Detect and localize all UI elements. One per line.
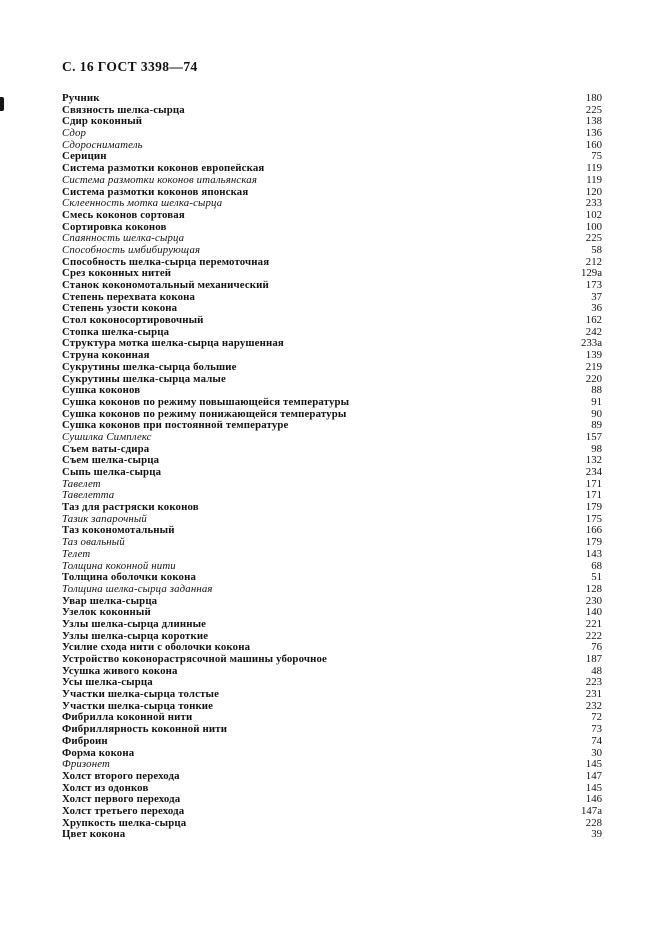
index-term: Фибриллярность коконной нити (62, 723, 228, 736)
index-page-number: 91 (591, 395, 602, 408)
index-entry-row (62, 315, 602, 327)
index-term: Таз для растряски коконов (62, 501, 199, 514)
index-entry-row (62, 479, 602, 491)
index-page-number: 119 (586, 162, 602, 175)
index-term: Фиброин (62, 734, 108, 747)
index-page-number: 73 (591, 723, 602, 736)
index-term: Сукрутины шелка-сырца малые (62, 372, 226, 385)
index-term: Форма кокона (62, 746, 135, 759)
index-term: Телет (62, 547, 91, 560)
index-entry-row (62, 829, 602, 841)
index-term: Толщина шелка-сырца заданная (62, 582, 213, 595)
index-page-number: 90 (591, 407, 602, 420)
index-page-number: 147 (585, 769, 602, 782)
index-page-number: 102 (585, 208, 602, 221)
index-page-number: 222 (585, 629, 602, 642)
index-page-number: 171 (585, 477, 602, 490)
index-term: Толщина оболочки кокона (62, 571, 197, 584)
index-term: Съем шелка-сырца (62, 454, 160, 467)
index-term: Холст третьего перехода (62, 804, 185, 817)
index-page-number: 221 (585, 617, 602, 630)
index-page-number: 171 (585, 489, 602, 502)
index-page-number: 220 (585, 372, 602, 385)
index-page-number: 72 (591, 711, 602, 724)
index-term: Сушка коконов (62, 384, 141, 397)
index-term: Хрупкость шелка-сырца (62, 816, 187, 829)
index-term: Сдор (62, 127, 87, 140)
index-page-number: 100 (585, 220, 602, 233)
index-page-number: 39 (591, 828, 602, 841)
index-entry-row (62, 818, 602, 830)
index-entry-row (62, 771, 602, 783)
index-page-number: 175 (585, 512, 602, 525)
index-term: Узлы шелка-сырца короткие (62, 629, 209, 642)
index-page-number: 128 (585, 582, 602, 595)
index-term: Система размотки коконов итальянская (62, 173, 258, 186)
index-entry-row (62, 748, 602, 760)
index-page-number: 160 (585, 138, 602, 151)
index-page-number: 89 (591, 419, 602, 432)
index-page-number: 230 (585, 594, 602, 607)
index-term: Усушка живого кокона (62, 664, 178, 677)
index-entry-row (62, 362, 602, 374)
index-term: Способность шелка-сырца перемоточная (62, 255, 270, 268)
index-page-number: 145 (585, 758, 602, 771)
index-entry-row (62, 175, 602, 187)
index-page-number: 234 (585, 466, 602, 478)
index-page-number: 231 (585, 688, 602, 701)
index-term: Толщина коконной нити (62, 559, 176, 572)
index-term: Спаянность шелка-сырца (62, 232, 185, 245)
index-term: Участки шелка-сырца тонкие (62, 699, 214, 712)
index-page-number: 36 (591, 302, 602, 315)
index-page-number: 157 (585, 430, 602, 443)
index-page-number: 179 (585, 501, 602, 514)
index-term: Степень перехвата кокона (62, 290, 196, 303)
index-page-number: 145 (585, 781, 602, 794)
index-entry-row (62, 467, 602, 479)
index-entry-row (62, 584, 602, 596)
index-term: Таз овальный (62, 536, 125, 549)
index-term: Тавелет (62, 477, 101, 490)
index-term: Связность шелка-сырца (62, 103, 185, 116)
scan-binding-mark (0, 97, 4, 111)
index-term: Сыпь шелка-сырца (62, 466, 162, 478)
index-page-number: 219 (585, 360, 602, 373)
index-entry-row (62, 724, 602, 736)
index-page-number: 179 (585, 536, 602, 549)
index-page-number: 212 (585, 255, 602, 268)
index-page-number: 173 (585, 279, 602, 291)
index-page-number: 74 (591, 734, 602, 747)
index-term: Сушка коконов по режиму повышающейся температуры (62, 395, 350, 408)
index-entry-row (62, 116, 602, 128)
index-term: Сушка коконов по режиму понижающейся температуры (62, 407, 347, 420)
index-term: Холст первого перехода (62, 793, 181, 806)
index-entry-row (62, 432, 602, 444)
index-entry-row (62, 128, 602, 140)
index-term: Холст второго перехода (62, 769, 180, 782)
index-term: Стол коконосортировочный (62, 314, 204, 327)
index-term: Сушилка Симплекс (62, 430, 152, 443)
index-entry-row (62, 689, 602, 701)
index-term: Станок кокономотальный механический (62, 279, 269, 291)
index-term: Фибрилла коконной нити (62, 711, 193, 724)
index-term: Сушка коконов при постоянной температуре (62, 419, 289, 432)
index-page-number: 233а (581, 337, 602, 350)
index-page-number: 75 (591, 150, 602, 163)
index-page-number: 88 (591, 384, 602, 397)
index-list (62, 93, 602, 841)
index-page-number: 129а (581, 267, 602, 280)
index-term: Сортировка коконов (62, 220, 167, 233)
index-term: Сдир коконный (62, 115, 143, 128)
index-term: Съем ваты-сдира (62, 442, 150, 455)
index-page-number: 228 (585, 816, 602, 829)
index-page-number: 147а (581, 804, 602, 817)
index-term: Сукрутины шелка-сырца большие (62, 360, 237, 373)
index-term: Холст из одонков (62, 781, 149, 794)
index-term: Узелок коконный (62, 606, 151, 619)
page-header: С. 16 ГОСТ 3398—74 (62, 59, 198, 74)
index-term: Таз кокономотальный (62, 524, 175, 537)
index-page-number: 139 (585, 349, 602, 362)
index-term: Способность имбибирующая (62, 243, 201, 256)
index-term: Усы шелка-сырца (62, 676, 153, 689)
index-entry-row (62, 619, 602, 631)
index-page-number: 37 (591, 290, 602, 303)
index-page-number: 119 (586, 173, 602, 186)
index-term: Тазик запарочный (62, 512, 147, 525)
index-entry-row (62, 654, 602, 666)
index-entry-row (62, 502, 602, 514)
index-term: Тавелетта (62, 489, 115, 502)
index-page-number: 223 (585, 676, 602, 689)
index-page-number: 233 (585, 197, 602, 210)
index-entry-row (62, 105, 602, 117)
index-term: Усилие схода нити с оболочки кокона (62, 641, 251, 654)
index-page-number: 51 (591, 571, 602, 584)
index-entry-row (62, 537, 602, 549)
index-term: Структура мотка шелка-сырца нарушенная (62, 337, 284, 350)
index-page-number: 225 (585, 103, 602, 116)
index-term: Сдоросниматель (62, 138, 143, 151)
index-term: Серицин (62, 150, 107, 163)
index-entry-row (62, 280, 602, 292)
index-page-number: 138 (585, 115, 602, 128)
index-entry-row (62, 93, 602, 105)
index-page-number: 98 (591, 442, 602, 455)
index-page-number: 76 (591, 641, 602, 654)
index-term: Узлы шелка-сырца длинные (62, 617, 207, 630)
index-page-number: 225 (585, 232, 602, 245)
index-page-number: 187 (585, 653, 602, 665)
index-term: Участки шелка-сырца толстые (62, 688, 220, 701)
index-term: Цвет кокона (62, 828, 126, 841)
index-entry-row (62, 549, 602, 561)
index-page-number: 132 (585, 454, 602, 467)
index-term: Стопка шелка-сырца (62, 325, 170, 338)
index-page-number: 136 (585, 127, 602, 140)
index-entry-row (62, 806, 602, 818)
index-term: Срез коконных нитей (62, 267, 172, 280)
index-page-number: 30 (591, 746, 602, 759)
index-term: Ручник (62, 92, 100, 104)
index-page-number: 68 (591, 559, 602, 572)
index-term: Струна коконная (62, 349, 150, 362)
index-term: Система размотки коконов европейская (62, 162, 265, 175)
index-term: Склеенность мотка шелка-сырца (62, 197, 223, 210)
index-page-number: 146 (585, 793, 602, 806)
index-entry-row (62, 245, 602, 257)
index-term: Фризонет (62, 758, 110, 771)
index-term: Устройство коконорастрясочной машины уборочное (62, 653, 327, 665)
index-entry-row (62, 525, 602, 537)
index-entry-row (62, 140, 602, 152)
index-page-number: 120 (585, 185, 602, 198)
index-term: Увар шелка-сырца (62, 594, 158, 607)
index-term: Смесь коконов сортовая (62, 208, 185, 221)
index-page-number: 180 (585, 92, 602, 104)
index-page-number: 58 (591, 243, 602, 256)
index-page-number: 48 (591, 664, 602, 677)
index-page-number: 140 (585, 606, 602, 619)
index-page-number: 242 (585, 325, 602, 338)
index-page-number: 166 (585, 524, 602, 537)
index-entry-row (62, 736, 602, 748)
index-term: Система размотки коконов японская (62, 185, 249, 198)
index-page-number: 162 (585, 314, 602, 327)
index-entry-row (62, 374, 602, 386)
index-page-number: 143 (585, 547, 602, 560)
index-page-number: 232 (585, 699, 602, 712)
index-entry-row (62, 397, 602, 409)
index-term: Степень узости кокона (62, 302, 178, 315)
index-entry-row (62, 210, 602, 222)
